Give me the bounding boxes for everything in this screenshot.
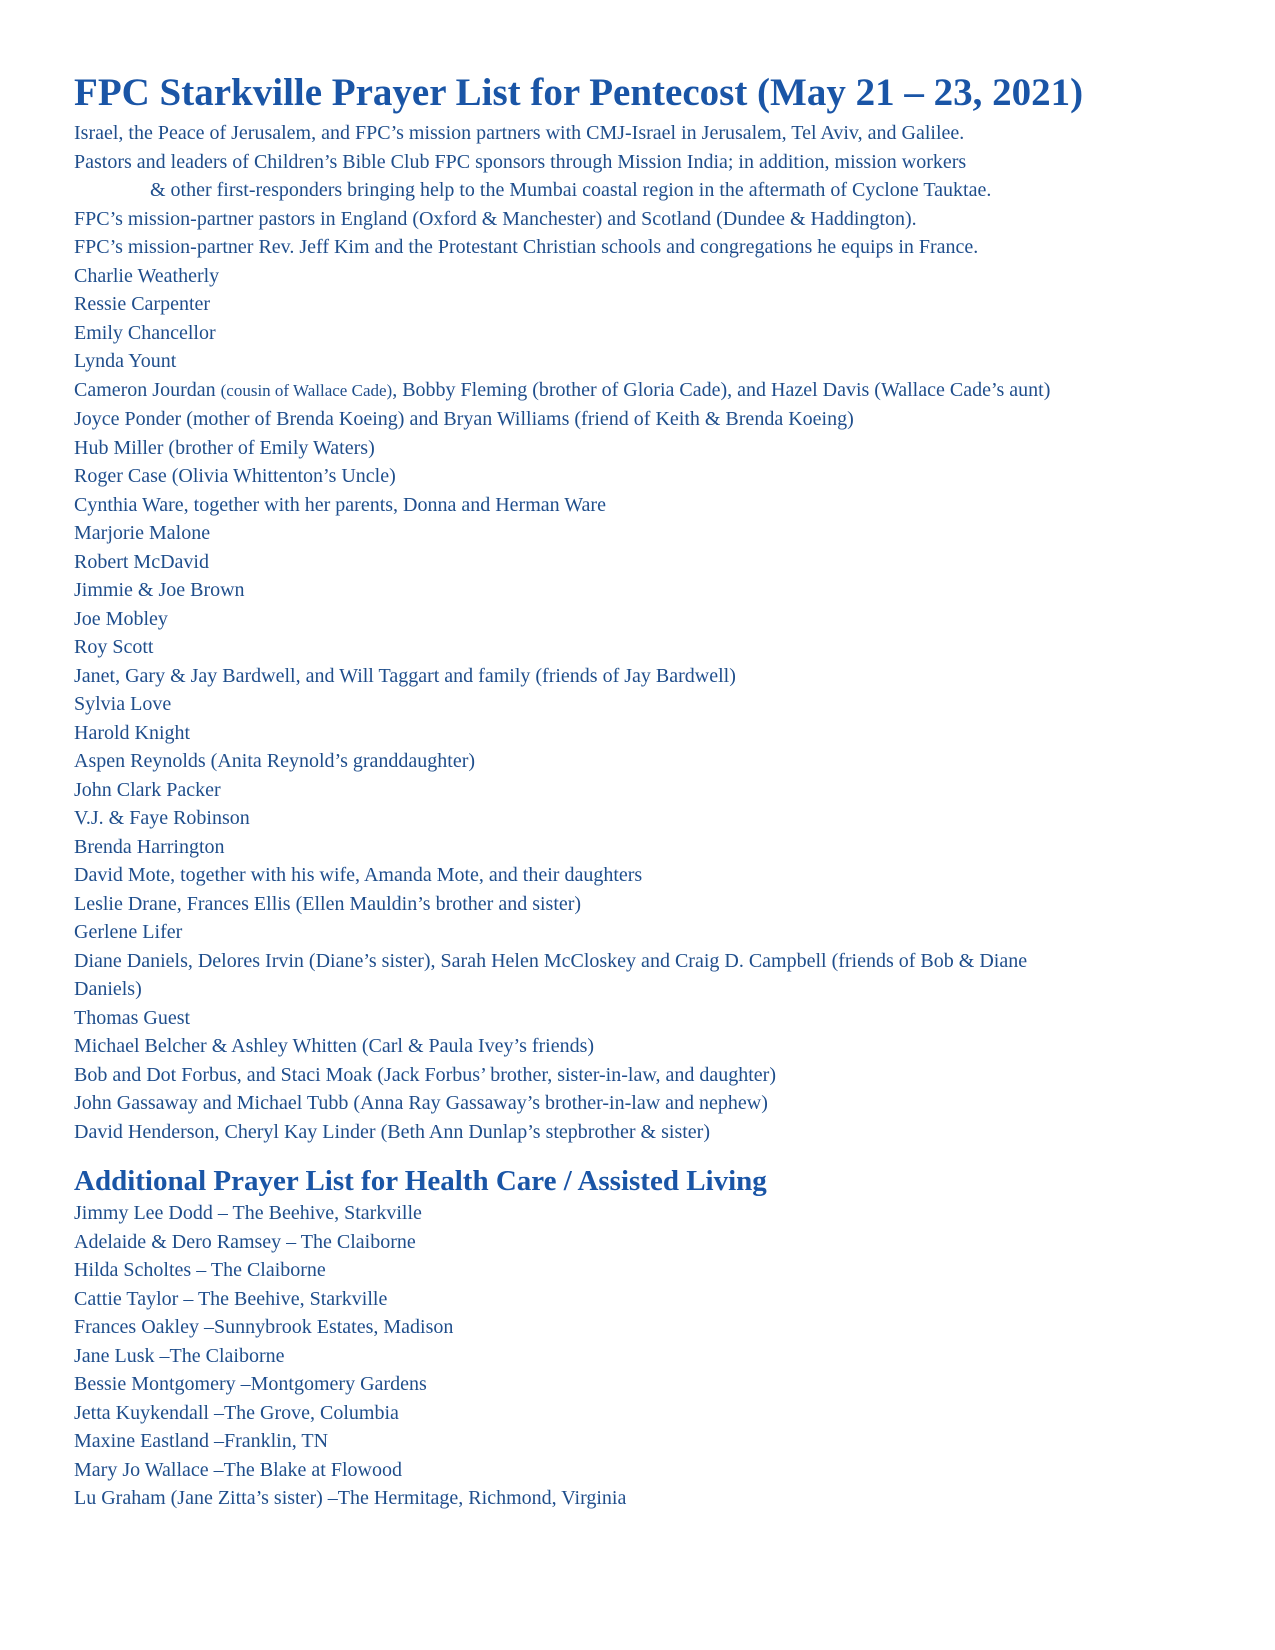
list-item: Jimmy Lee Dodd – The Beehive, Starkville xyxy=(74,1202,422,1224)
list-item: Gerlene Lifer xyxy=(74,921,183,943)
list-item: Leslie Drane, Frances Ellis (Ellen Mauldin’s brother and sister) xyxy=(74,892,582,915)
mission-india-line-2: & other first-responders bringing help to the Mumbai coastal region in the aftermath of Cyclone Tauktae. xyxy=(150,179,992,201)
list-item: John Clark Packer xyxy=(74,778,221,801)
cameron-part-1: Cameron Jourdan xyxy=(74,378,221,401)
list-item: Sylvia Love xyxy=(74,693,172,715)
list-item: Charlie Weatherly xyxy=(74,264,220,287)
list-item: Michael Belcher & Ashley Whitten (Carl & Paula Ivey’s friends) xyxy=(74,1035,595,1057)
list-item: Bob and Dot Forbus, and Staci Moak (Jack Forbus’ brother, sister-in-law, and daughter) xyxy=(74,1063,776,1086)
list-item-mission-india xyxy=(74,148,1224,205)
list-item: Lynda Yount xyxy=(74,350,177,372)
list-item: Ressie Carpenter xyxy=(74,293,211,315)
list-item: Cattie Taylor – The Beehive, Starkville xyxy=(74,1287,388,1310)
list-item: Mary Jo Wallace –The Blake at Flowood xyxy=(74,1458,402,1481)
list-item-uk-pastors: FPC’s mission-partner pastors in England (Oxford & Manchester) and Scotland (Dundee & Haddington). xyxy=(74,207,917,230)
list-item: John Gassaway and Michael Tubb (Anna Ray Gassaway’s brother-in-law and nephew) xyxy=(74,1092,768,1114)
prayer-list xyxy=(74,119,1224,1146)
cameron-part-3: , Bobby Fleming (brother of Gloria Cade), and Hazel Davis (Wallace Cade’s aunt) xyxy=(392,378,1051,401)
list-item: V.J. & Faye Robinson xyxy=(74,807,250,829)
daniels-line-2: Daniels) xyxy=(74,978,142,1000)
list-item: Maxine Eastland –Franklin, TN xyxy=(74,1430,329,1452)
list-item: Roger Case (Olivia Whittenton’s Uncle) xyxy=(74,465,396,487)
list-item: Joyce Ponder (mother of Brenda Koeing) and Bryan Williams (friend of Keith & Brenda Koeing) xyxy=(74,408,854,430)
list-item-cameron xyxy=(74,376,1224,406)
list-item: Jetta Kuykendall –The Grove, Columbia xyxy=(74,1401,399,1424)
list-item: Roy Scott xyxy=(74,636,154,658)
list-item: Marjorie Malone xyxy=(74,522,211,544)
list-item: Harold Knight xyxy=(74,721,191,744)
list-item: Aspen Reynolds (Anita Reynold’s granddaughter) xyxy=(74,750,476,772)
assisted-living-list xyxy=(74,1199,1224,1513)
list-item-france: FPC’s mission-partner Rev. Jeff Kim and the Protestant Christian schools and congregations he equips in France. xyxy=(74,236,979,258)
list-item: Emily Chancellor xyxy=(74,321,216,344)
list-item: Thomas Guest xyxy=(74,1006,191,1029)
section-title-assisted-living: Additional Prayer List for Health Care / Assisted Living xyxy=(74,1165,767,1197)
list-item: Adelaide & Dero Ramsey – The Claiborne xyxy=(74,1230,416,1253)
list-item: Hub Miller (brother of Emily Waters) xyxy=(74,436,375,459)
cameron-part-2: (cousin of Wallace Cade) xyxy=(220,380,393,400)
list-item: Jane Lusk –The Claiborne xyxy=(74,1344,285,1367)
list-item: Bessie Montgomery –Montgomery Gardens xyxy=(74,1373,427,1395)
list-item-israel: Israel, the Peace of Jerusalem, and FPC’s mission partners with CMJ-Israel in Jerusalem, Tel Aviv, and Galilee. xyxy=(74,122,965,144)
page-title: FPC Starkville Prayer List for Pentecost (May 21 – 23, 2021) xyxy=(74,71,1084,114)
list-item: Brenda Harrington xyxy=(74,835,225,858)
list-item-daniels xyxy=(74,947,1224,1004)
daniels-line-1: Diane Daniels, Delores Irvin (Diane’s sister), Sarah Helen McCloskey and Craig D. Campbell (friends of Bob & Diane xyxy=(74,949,1028,972)
list-item: David Mote, together with his wife, Amanda Mote, and their daughters xyxy=(74,864,643,886)
document-page xyxy=(74,70,1224,1513)
list-item: Frances Oakley –Sunnybrook Estates, Madison xyxy=(74,1316,454,1338)
list-item: Joe Mobley xyxy=(74,607,168,630)
list-item: Jimmie & Joe Brown xyxy=(74,579,245,601)
mission-india-line-1: Pastors and leaders of Children’s Bible Club FPC sponsors through Mission India; in addition, mission workers xyxy=(74,150,967,173)
list-item: David Henderson, Cheryl Kay Linder (Beth Ann Dunlap’s stepbrother & sister) xyxy=(74,1120,710,1143)
list-item: Lu Graham (Jane Zitta’s sister) –The Hermitage, Richmond, Virginia xyxy=(74,1487,627,1509)
list-item: Hilda Scholtes – The Claiborne xyxy=(74,1259,326,1281)
list-item: Robert McDavid xyxy=(74,550,209,573)
list-item: Janet, Gary & Jay Bardwell, and Will Taggart and family (friends of Jay Bardwell) xyxy=(74,664,736,687)
list-item: Cynthia Ware, together with her parents, Donna and Herman Ware xyxy=(74,493,606,516)
